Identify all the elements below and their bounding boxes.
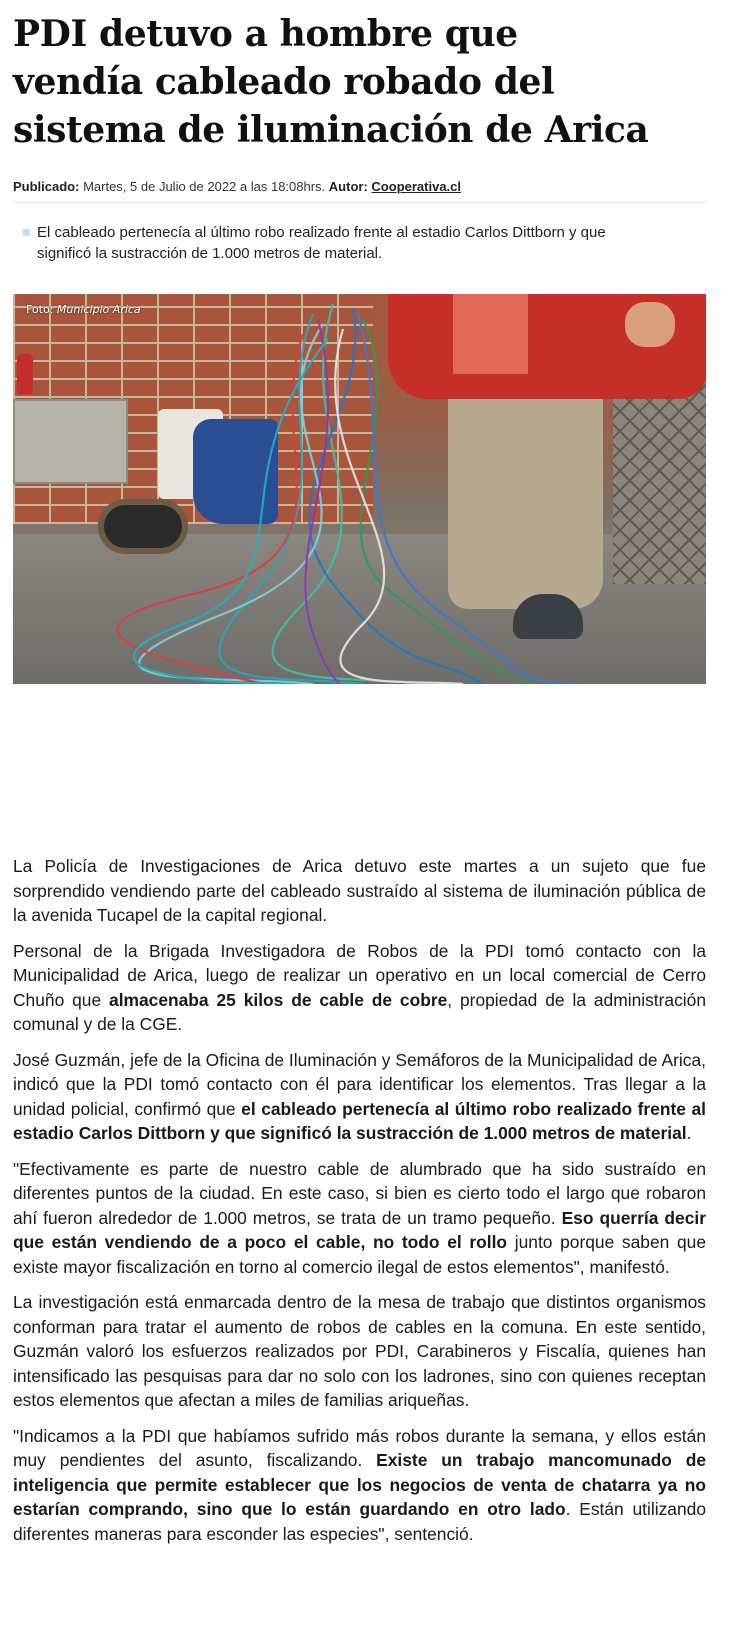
article-meta bbox=[13, 178, 703, 196]
article-paragraph bbox=[13, 1290, 706, 1413]
article-paragraph bbox=[13, 1048, 706, 1146]
article-body bbox=[13, 854, 706, 1546]
article-paragraph bbox=[13, 854, 706, 928]
paragraph-bold-text: almacenaba 25 kilos de cable de cobre bbox=[109, 989, 448, 1010]
author-link[interactable]: Cooperativa.cl bbox=[371, 179, 462, 194]
article-paragraph bbox=[13, 939, 706, 1037]
meta-divider bbox=[13, 202, 707, 203]
photo-cables bbox=[13, 294, 706, 684]
summary-bullet bbox=[23, 222, 663, 264]
paragraph-text: junto porque saben que existe mayor fiscalización en torno al comercio ilegal de estos elementos", manifestó. bbox=[13, 1232, 706, 1277]
paragraph-text: "Efectivamente es parte de nuestro cable de alumbrado que ha sido sustraído en diferentes puntos de la ciudad. En este caso, si bien es cierto todo el largo que robaron ahí fueron alrededor de 1.000 metros, se trata de un tramo pequeño. bbox=[13, 1158, 706, 1228]
paragraph-text: La Policía de Investigaciones de Arica detuvo este martes a un sujeto que fue sorprendido vendiendo parte del cableado sustraído al sistema de iluminación pública de la avenida Tucapel de la capital regional. bbox=[13, 856, 706, 925]
photo-credit-label: Foto: bbox=[26, 303, 54, 316]
author-label: Autor: bbox=[328, 179, 368, 194]
paragraph-text: Personal de la Brigada Investigadora de Robos de la PDI tomó contacto con la Municipalidad de Arica, luego de realizar un operativo en un local comercial de Cerro Chuño que bbox=[13, 940, 706, 1010]
article-paragraph bbox=[13, 1424, 706, 1547]
paragraph-bold-text: el cableado pertenecía al último robo realizado frente al estadio Carlos Dittborn y que significó la sustracción de 1.000 metros de material bbox=[13, 1098, 706, 1143]
bullet-square-icon bbox=[23, 229, 30, 236]
photo-credit-source: Municipio Arica bbox=[56, 303, 141, 316]
article-paragraph bbox=[13, 1157, 706, 1280]
photo-credit bbox=[26, 303, 141, 316]
summary-bullet-text: El cableado pertenecía al último robo realizado frente al estadio Carlos Dittborn y que significó la sustracción de 1.000 metros de material. bbox=[37, 224, 606, 262]
paragraph-text: . bbox=[686, 1123, 692, 1143]
summary-bullets bbox=[13, 222, 703, 264]
paragraph-bold-text: Eso querría decir que están vendiendo de a poco el cable, no todo el rollo bbox=[13, 1207, 706, 1252]
paragraph-text: José Guzmán, jefe de la Oficina de Iluminación y Semáforos de la Municipalidad de Arica, indicó que la PDI tomó contacto con él para identificar los elementos. Tras llegar a la unidad policial, confirmó que bbox=[13, 1049, 706, 1119]
paragraph-text: , propiedad de la administración comunal y de la CGE. bbox=[13, 989, 706, 1034]
article-headline: PDI detuvo a hombre que vendía cableado robado del sistema de iluminación de Arica bbox=[13, 13, 649, 151]
paragraph-bold-text: Existe un trabajo mancomunado de inteligencia que permite establecer que los negocios de venta de chatarra ya no estarían comprando, sino que lo están guardando en otro lado bbox=[13, 1450, 706, 1519]
blank-ad-space bbox=[13, 684, 706, 854]
article-photo bbox=[13, 294, 706, 684]
paragraph-text: "Indicamos a la PDI que habíamos sufrido más robos durante la semana, y ellos están muy pendientes del asunto, fiscalizando. bbox=[13, 1425, 706, 1470]
published-date: Martes, 5 de Julio de 2022 a las 18:08hrs. bbox=[83, 179, 326, 194]
paragraph-text: La investigación está enmarcada dentro de la mesa de trabajo que distintos organismos conforman para tratar el aumento de robos de cables en la comuna. En este sentido, Guzmán valoró los esfuerzos realizados por PDI, Carabineros y Fiscalía, quienes han intensificado las pesquisas para dar no solo con los ladrones, sino con quienes receptan estos elementos que afectan a miles de familias ariqueñas. bbox=[13, 1292, 706, 1410]
paragraph-text: . Están utilizando diferentes maneras para esconder las especies", sentenció. bbox=[13, 1499, 706, 1544]
published-label: Publicado: bbox=[13, 179, 80, 194]
